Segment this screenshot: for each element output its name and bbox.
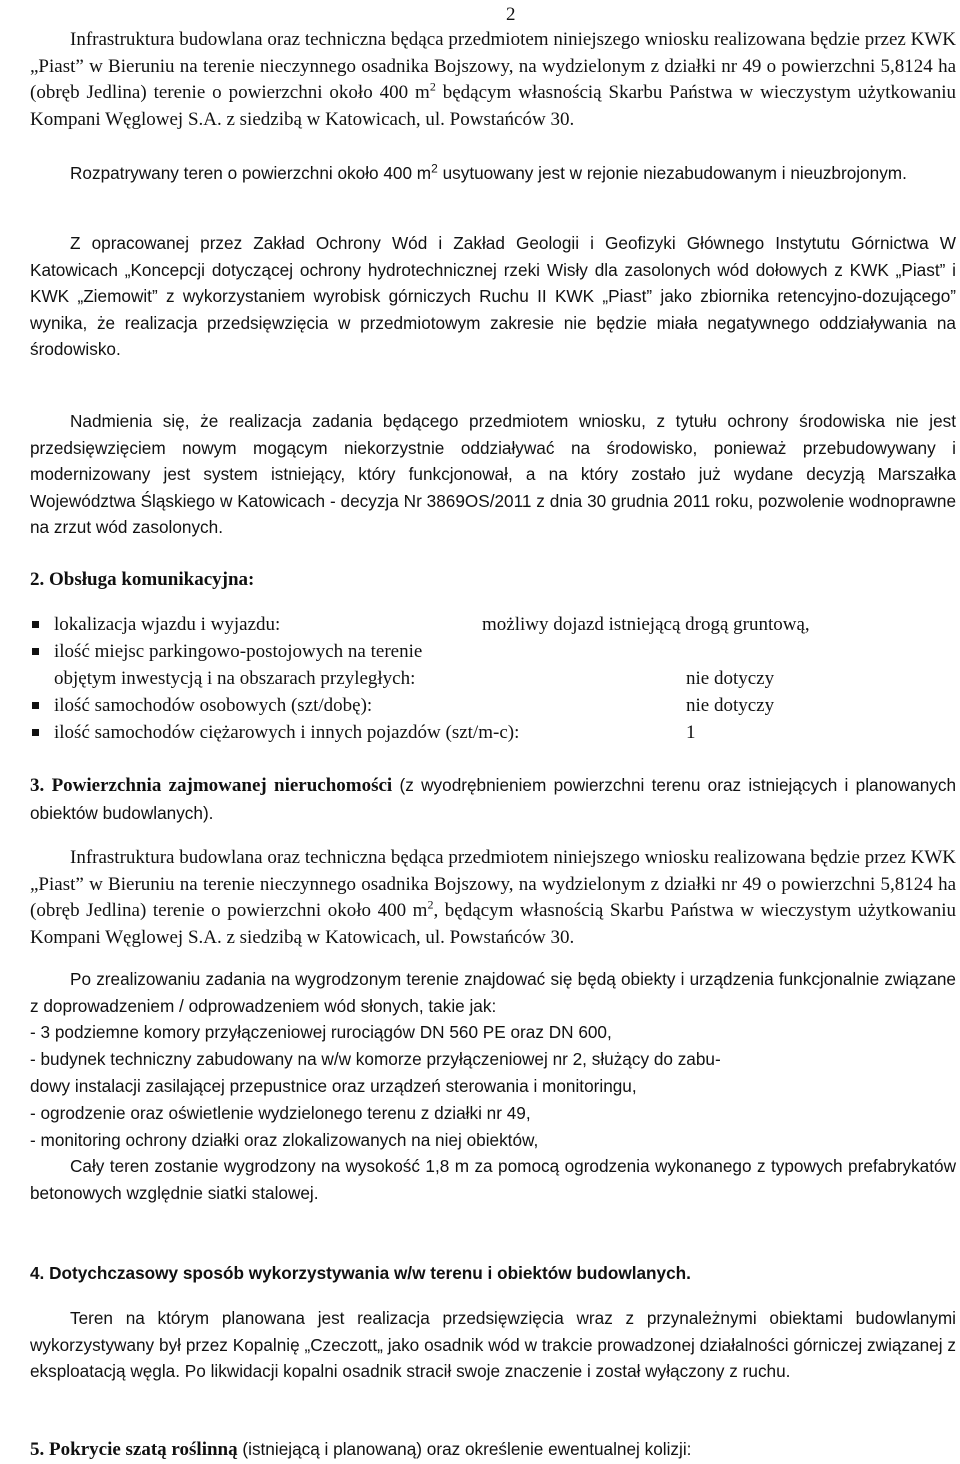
bullet-label: objętym inwestycją i na obszarach przyległych:: [54, 668, 416, 689]
section-title: Pokrycie szatą roślinną: [49, 1439, 238, 1460]
bullet-square-icon: [32, 648, 39, 655]
paragraph-text-rest: będącym własnością Skarbu Państwa w wieczystym użytkowaniu Kompani Węglowej S.A. z siedzibą w Katowicach, ul. Powstańców 30.: [30, 82, 956, 130]
dash-list-item: - ogrodzenie oraz oświetlenie wydzielonego terenu z działki nr 49,: [30, 1103, 531, 1123]
section-2-heading: [30, 567, 956, 594]
bullet-label: lokalizacja wjazdu i wyjazdu:: [54, 614, 281, 635]
bullet-label: ilość samochodów osobowych (szt/dobę):: [54, 695, 373, 716]
bullet-value: 1: [686, 722, 696, 743]
dash-list-item: - monitoring ochrony działki oraz zlokalizowanych na niej obiektów,: [30, 1130, 539, 1150]
page-number: 2: [506, 4, 516, 25]
paragraph-text: Rozpatrywany teren o powierzchni około 400 m: [70, 163, 432, 183]
bullet-value: możliwy dojazd istniejącą drogą gruntową,: [482, 614, 810, 635]
paragraph-text-rest: usytuowany jest w rejonie niezabudowanym i nieuzbrojonym.: [437, 163, 907, 183]
paragraph-infrastructure-2: [30, 845, 956, 951]
section-title: Dotychczasowy sposób wykorzystywania w/w terenu i obiektów budowlanych.: [49, 1263, 691, 1283]
paragraph-po-zrealizowaniu: Po zrealizowaniu zadania na wygrodzonym terenie znajdować się będą obiekty i urządzenia funkcjonalnie związane z doprowadzeniem / odprowadzeniem wód słonych, takie jak:: [30, 969, 956, 1016]
section-number: 5.: [30, 1439, 45, 1460]
paragraph-koncepcja: Z opracowanej przez Zakład Ochrony Wód i Zakład Geologii i Geofizyki Głównego Instytutu Górnictwa W Katowicach „Koncepcji dotyczącej ochrony hydrotechnicznej rzeki Wisły dla zasolonych wód dołowych z KWK „Piast” i KWK „Ziemowit” z wykorzystaniem wyrobisk górniczych Ruchu II KWK „Piast” jako zbiornika retencyjno-dozującego” wynika, że realizacja przedsięwzięcia w przedmiotowym zakresie nie będzie miała negatywnego oddziaływania na środowisko.: [30, 233, 956, 360]
section-number: 4.: [30, 1263, 45, 1283]
bullet-item: [30, 720, 956, 747]
paragraph-nadmienia: Nadmienia się, że realizacja zadania będącego przedmiotem wniosku, z tytułu ochrony środowiska nie jest przedsięwzięciem nowym mogącym niekorzystnie oddziaływać na środowisko, ponieważ przebudowywany i modernizowany jest system istniejący, który funkcjonował, a na który zostało już wydane decyzją Marszałka Województwa Śląskiego w Katowicach - decyzja Nr 3869OS/2011 z dnia 30 grudnia 2011 roku, pozwolenie wodnoprawne na zrzut wód zasolonych.: [30, 411, 956, 538]
superscript: 2: [427, 897, 434, 912]
section-number: 3.: [30, 775, 45, 796]
paragraph-text: Infrastruktura budowlana oraz techniczna będąca przedmiotem niniejszego wniosku realizowana będzie przez KWK „Piast” w Bieruniu na terenie nieczynnego osadnika Bojszowy, na wydzielonym z działki nr 49 o powierzchni 5,8124 ha (obręb Jedlina) terenie o powierzchni około 400 m: [30, 847, 956, 922]
section-title: Powierzchnia zajmowanej nieruchomości: [51, 775, 393, 796]
superscript: 2: [431, 161, 438, 176]
paragraph-infrastructure: [30, 27, 956, 133]
paragraph-teren: Teren na którym planowana jest realizacja przedsięwzięcia wraz z przynależnymi obiektami budowlanymi wykorzystywany był przez Kopalnię „Czeczott„ jako osadnik wód w trakcie prowadzonej działalności górniczej związanej z eksploatacją węgla. Po likwidacji kopalni osadnik stracił swoje znaczenie i został wyłączony z ruchu.: [30, 1308, 956, 1382]
bullet-item: [30, 639, 956, 666]
section-number: 2.: [30, 569, 45, 590]
bullet-square-icon: [32, 621, 39, 628]
dash-list-item: dowy instalacji zasilającej przepustnice oraz urządzeń sterowania i monitoringu,: [30, 1076, 637, 1096]
bullet-label: ilość miejsc parkingowo-postojowych na terenie: [54, 641, 423, 662]
bullet-item: [30, 612, 956, 639]
dash-list-item: - budynek techniczny zabudowany na w/w komorze przyłączeniowej nr 2, służący do zabu-: [30, 1049, 721, 1069]
paragraph-text-rest: , będącym własnością Skarbu Państwa w wieczystym użytkowaniu Kompani Węglowej S.A. z siedzibą w Katowicach, ul. Powstańców 30.: [30, 900, 956, 948]
section-3-heading: [30, 772, 956, 826]
section-title: Obsługa komunikacyjna:: [49, 569, 255, 590]
bullet-item: [30, 693, 956, 720]
section-5-heading: [30, 1436, 956, 1464]
dash-list-item: - 3 podziemne komory przyłączeniowej rurociągów DN 560 PE oraz DN 600,: [30, 1022, 612, 1042]
bullet-value: nie dotyczy: [686, 668, 775, 689]
section-4-heading: [30, 1260, 956, 1287]
paragraph-ogrodzenie: Cały teren zostanie wygrodzony na wysokość 1,8 m za pomocą ogrodzenia wykonanego z typowych prefabrykatów betonowych względnie siatki stalowej.: [30, 1156, 956, 1203]
bullet-item-continued: [30, 666, 956, 693]
paragraph-area: [30, 160, 956, 187]
bullet-square-icon: [32, 702, 39, 709]
section-subtitle: (z wyodrębnieniem powierzchni terenu oraz istniejących i planowanych obiektów budowlanych).: [30, 775, 957, 823]
paragraph-text: Infrastruktura budowlana oraz techniczna będąca przedmiotem niniejszego wniosku realizowana będzie przez KWK „Piast” w Bieruniu na terenie nieczynnego osadnika Bojszowy, na wydzielonym z działki nr 49 o powierzchni 5,8124 ha (obręb Jedlina) terenie o powierzchni około 400 m: [30, 29, 956, 104]
superscript: 2: [429, 79, 436, 94]
bullet-square-icon: [32, 729, 39, 736]
section-subtitle: (istniejącą i planowaną) oraz określenie ewentualnej kolizji:: [237, 1439, 692, 1459]
bullet-value: nie dotyczy: [686, 695, 775, 716]
bullet-label: ilość samochodów ciężarowych i innych pojazdów (szt/m-c):: [54, 722, 520, 743]
